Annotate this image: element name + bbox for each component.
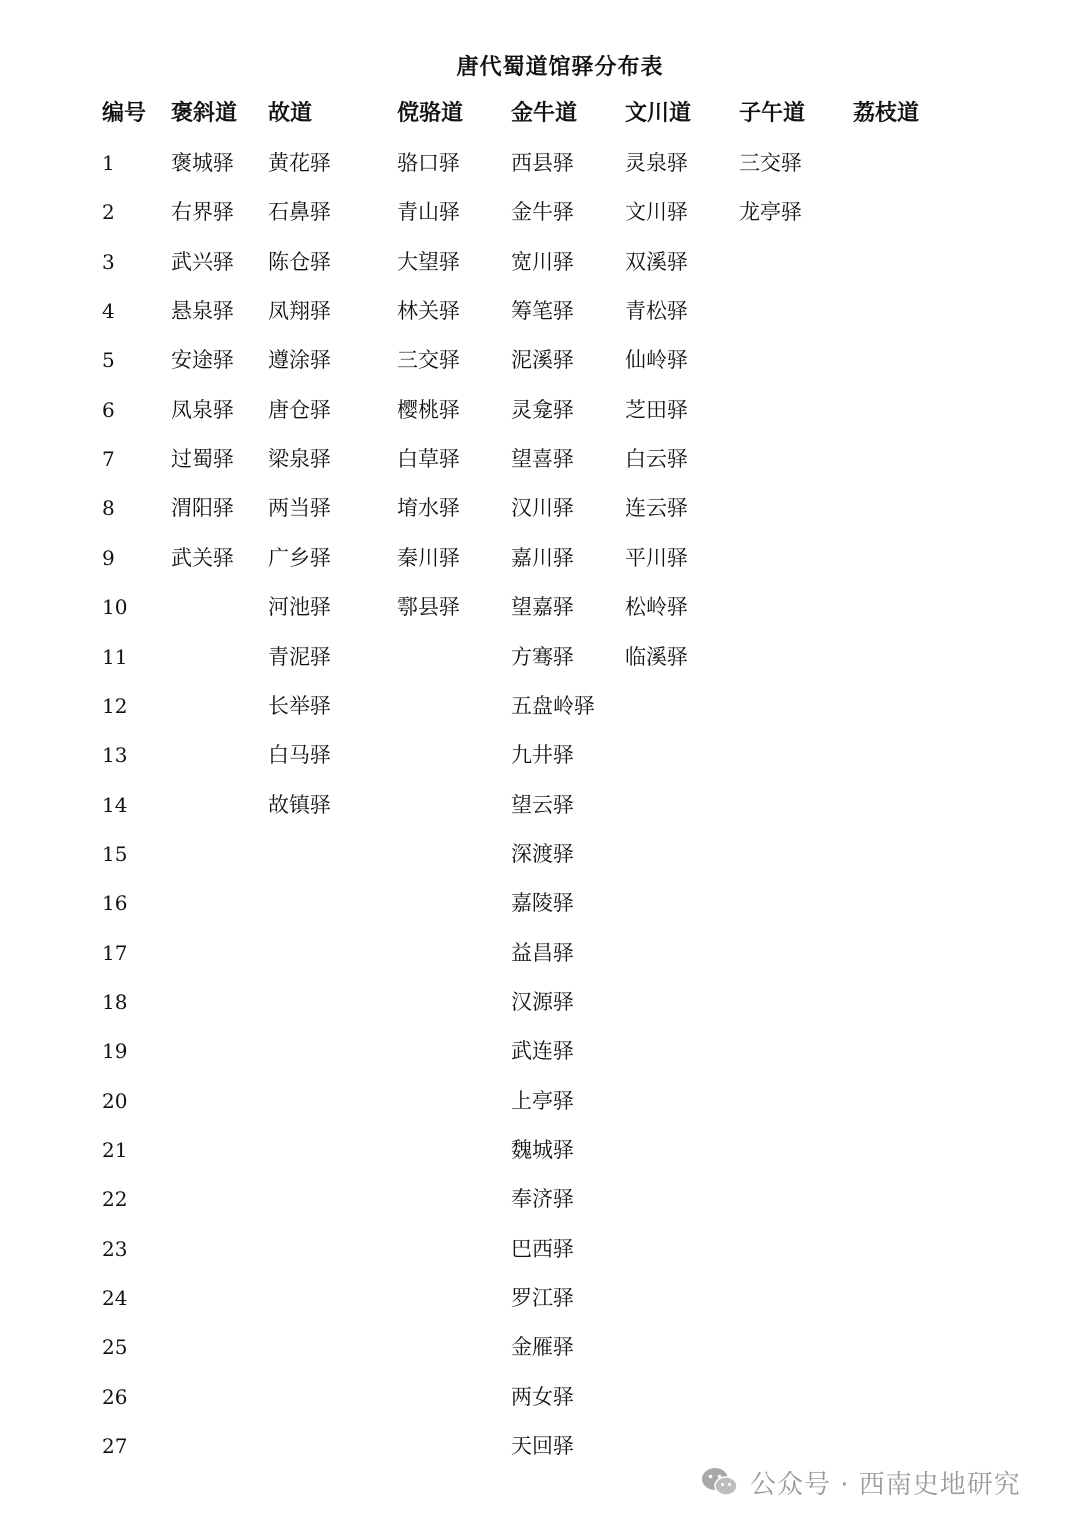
- station-cell: 河池驿: [268, 595, 331, 619]
- station-cell: 武兴驿: [171, 250, 234, 274]
- station-cell: 长举驿: [268, 694, 331, 718]
- row-number: 5: [102, 348, 115, 372]
- station-cell: 石鼻驿: [268, 200, 331, 224]
- station-cell: 望云驿: [511, 793, 574, 817]
- row-number: 21: [102, 1138, 128, 1162]
- station-cell: 泥溪驿: [511, 348, 574, 372]
- station-cell: 金雁驿: [511, 1335, 574, 1359]
- station-cell: 汉川驿: [511, 496, 574, 520]
- station-cell: 方骞驿: [511, 645, 574, 669]
- row-number: 2: [102, 200, 115, 224]
- station-cell: 青松驿: [625, 299, 688, 323]
- station-cell: 双溪驿: [625, 250, 688, 274]
- station-cell: 临溪驿: [625, 645, 688, 669]
- column-header: 金牛道: [511, 100, 578, 126]
- station-cell: 汉源驿: [511, 990, 574, 1014]
- watermark-text: 公众号 · 西南史地研究: [750, 1469, 1021, 1500]
- station-cell: 堉水驿: [397, 496, 460, 520]
- row-number: 23: [102, 1237, 128, 1261]
- station-cell: 秦川驿: [397, 546, 460, 570]
- page-title: 唐代蜀道馆驿分布表: [456, 54, 664, 80]
- column-header: 荔枝道: [853, 100, 920, 126]
- station-cell: 罗江驿: [511, 1286, 574, 1310]
- station-cell: 白草驿: [397, 447, 460, 471]
- station-cell: 仙岭驿: [625, 348, 688, 372]
- row-number: 24: [102, 1286, 128, 1310]
- row-number: 26: [102, 1385, 128, 1409]
- row-number: 12: [102, 694, 128, 718]
- station-cell: 巴西驿: [511, 1237, 574, 1261]
- row-number: 22: [102, 1187, 128, 1211]
- row-number: 1: [102, 151, 115, 175]
- station-cell: 望喜驿: [511, 447, 574, 471]
- row-number: 20: [102, 1089, 128, 1113]
- row-number: 27: [102, 1434, 128, 1458]
- station-cell: 右界驿: [171, 200, 234, 224]
- station-cell: 文川驿: [625, 200, 688, 224]
- station-cell: 武关驿: [171, 546, 234, 570]
- column-header: 褒斜道: [171, 100, 238, 126]
- station-cell: 林关驿: [397, 299, 460, 323]
- row-number: 13: [102, 743, 128, 767]
- column-header: 子午道: [739, 100, 806, 126]
- station-cell: 过蜀驿: [171, 447, 234, 471]
- station-cell: 青泥驿: [268, 645, 331, 669]
- column-header: 文川道: [625, 100, 692, 126]
- station-cell: 金牛驿: [511, 200, 574, 224]
- station-cell: 奉济驿: [511, 1187, 574, 1211]
- station-cell: 故镇驿: [268, 793, 331, 817]
- row-number: 11: [102, 645, 128, 669]
- station-cell: 骆口驿: [397, 151, 460, 175]
- station-cell: 三交驿: [739, 151, 802, 175]
- station-cell: 宽川驿: [511, 250, 574, 274]
- wechat-icon: [700, 1466, 740, 1498]
- row-number: 14: [102, 793, 128, 817]
- station-cell: 褒城驿: [171, 151, 234, 175]
- station-cell: 上亭驿: [511, 1089, 574, 1113]
- station-cell: 青山驿: [397, 200, 460, 224]
- station-cell: 西县驿: [511, 151, 574, 175]
- station-cell: 大望驿: [397, 250, 460, 274]
- station-cell: 连云驿: [625, 496, 688, 520]
- station-cell: 凤翔驿: [268, 299, 331, 323]
- row-number: 4: [102, 299, 115, 323]
- station-cell: 平川驿: [625, 546, 688, 570]
- station-cell: 嘉陵驿: [511, 891, 574, 915]
- station-cell: 松岭驿: [625, 595, 688, 619]
- station-cell: 五盘岭驿: [511, 694, 595, 718]
- row-number: 6: [102, 398, 115, 422]
- row-number: 7: [102, 447, 115, 471]
- station-cell: 遵涂驿: [268, 348, 331, 372]
- station-cell: 凤泉驿: [171, 398, 234, 422]
- station-cell: 唐仓驿: [268, 398, 331, 422]
- station-cell: 灵龛驿: [511, 398, 574, 422]
- row-number: 18: [102, 990, 128, 1014]
- station-cell: 渭阳驿: [171, 496, 234, 520]
- station-cell: 两当驿: [268, 496, 331, 520]
- station-cell: 魏城驿: [511, 1138, 574, 1162]
- station-cell: 黄花驿: [268, 151, 331, 175]
- column-header: 故道: [268, 100, 313, 126]
- station-cell: 两女驿: [511, 1385, 574, 1409]
- station-cell: 樱桃驿: [397, 398, 460, 422]
- station-cell: 陈仓驿: [268, 250, 331, 274]
- station-cell: 悬泉驿: [171, 299, 234, 323]
- station-cell: 白马驿: [268, 743, 331, 767]
- row-number: 19: [102, 1039, 128, 1063]
- station-cell: 三交驿: [397, 348, 460, 372]
- station-cell: 灵泉驿: [625, 151, 688, 175]
- row-number: 25: [102, 1335, 128, 1359]
- station-cell: 白云驿: [625, 447, 688, 471]
- station-cell: 益昌驿: [511, 941, 574, 965]
- column-header: 编号: [102, 100, 147, 126]
- watermark: [700, 1462, 1021, 1502]
- row-number: 8: [102, 496, 115, 520]
- row-number: 16: [102, 891, 128, 915]
- station-cell: 望嘉驿: [511, 595, 574, 619]
- row-number: 3: [102, 250, 115, 274]
- station-cell: 鄠县驿: [397, 595, 460, 619]
- station-cell: 梁泉驿: [268, 447, 331, 471]
- station-cell: 安途驿: [171, 348, 234, 372]
- station-cell: 筹笔驿: [511, 299, 574, 323]
- row-number: 10: [102, 595, 128, 619]
- station-cell: 深渡驿: [511, 842, 574, 866]
- row-number: 17: [102, 941, 128, 965]
- station-cell: 九井驿: [511, 743, 574, 767]
- station-cell: 天回驿: [511, 1434, 574, 1458]
- column-header: 傥骆道: [397, 100, 464, 126]
- station-cell: 龙亭驿: [739, 200, 802, 224]
- row-number: 9: [102, 546, 115, 570]
- station-cell: 广乡驿: [268, 546, 331, 570]
- station-cell: 武连驿: [511, 1039, 574, 1063]
- row-number: 15: [102, 842, 128, 866]
- station-cell: 芝田驿: [625, 398, 688, 422]
- station-cell: 嘉川驿: [511, 546, 574, 570]
